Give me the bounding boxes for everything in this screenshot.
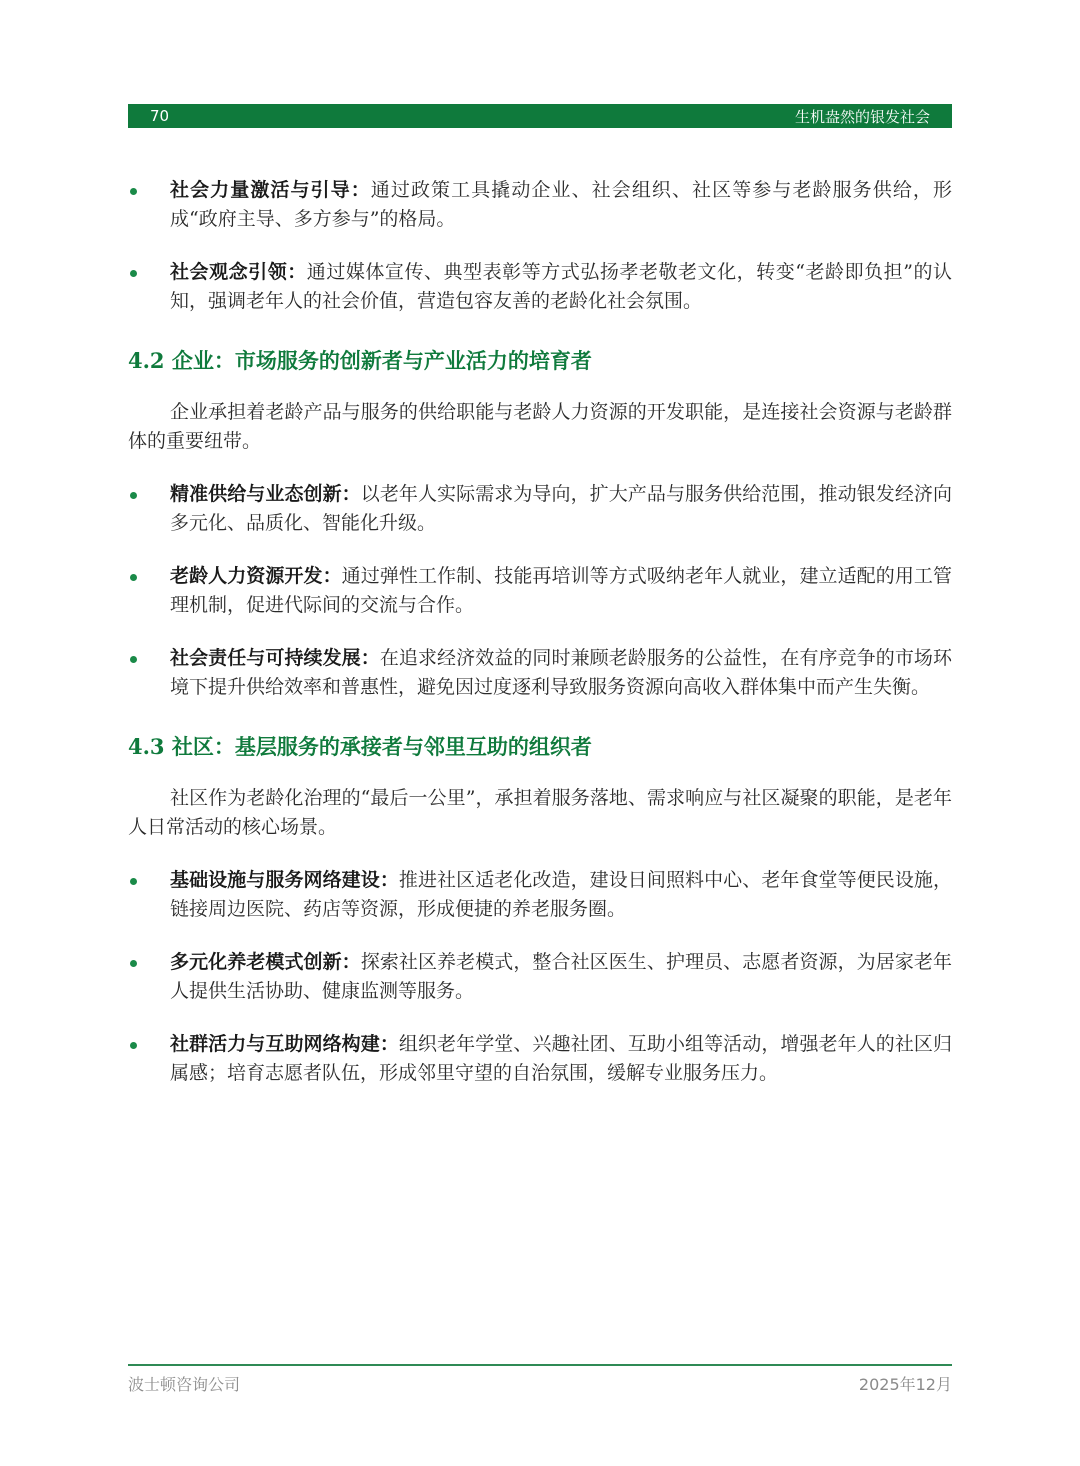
bullet-icon <box>130 188 137 195</box>
bullet-term: 多元化养老模式创新： <box>170 951 361 973</box>
bullet-icon <box>130 878 137 885</box>
list-item <box>128 948 952 1006</box>
bullet-icon <box>130 656 137 663</box>
section-heading-4-2: 4.2 企业：市场服务的创新者与产业活力的培育者 <box>128 348 592 373</box>
bullet-term: 老龄人力资源开发： <box>170 565 342 587</box>
page-number: 70 <box>150 107 170 125</box>
bullet-icon <box>130 492 137 499</box>
bullet-text: 推进社区适老化改造，建设日间照料中心、老年食堂等便民设施，链接周边医院、药店等资源，形成便捷的养老服务圈。 <box>170 869 952 920</box>
bullet-term: 社群活力与互助网络构建： <box>170 1033 399 1055</box>
bullet-term: 社会力量激活与引导： <box>170 179 371 201</box>
list-item <box>128 480 952 538</box>
bullet-list-4-3 <box>128 866 952 1088</box>
bullet-text: 通过政策工具撬动企业、社会组织、社区等参与老龄服务供给，形成“政府主导、多方参与”的格局。 <box>170 179 952 230</box>
top-bullet-list <box>128 176 952 316</box>
bullet-text: 在追求经济效益的同时兼顾老龄服务的公益性，在有序竞争的市场环境下提升供给效率和普惠性，避免因过度逐利导致服务资源向高收入群体集中而产生失衡。 <box>170 647 952 698</box>
bullet-icon <box>130 960 137 967</box>
list-item <box>128 1030 952 1088</box>
bullet-term: 社会观念引领： <box>170 261 307 283</box>
section-heading-4-3: 4.3 社区：基层服务的承接者与邻里互助的组织者 <box>128 734 592 759</box>
footer-date: 2025年12月 <box>858 1375 952 1394</box>
bullet-icon <box>130 574 137 581</box>
bullet-term: 基础设施与服务网络建设： <box>170 869 399 891</box>
bullet-list-4-2 <box>128 480 952 702</box>
list-item <box>128 644 952 702</box>
page-header-bar <box>128 104 952 128</box>
bullet-text: 组织老年学堂、兴趣社团、互助小组等活动，增强老年人的社区归属感；培育志愿者队伍，形成邻里守望的自治氛围，缓解专业服务压力。 <box>170 1033 952 1084</box>
section-intro-4-3: 社区作为老龄化治理的“最后一公里”，承担着服务落地、需求响应与社区凝聚的职能，是老年人日常活动的核心场景。 <box>128 787 952 838</box>
list-item <box>128 562 952 620</box>
bullet-text: 探索社区养老模式，整合社区医生、护理员、志愿者资源，为居家老年人提供生活协助、健康监测等服务。 <box>170 951 952 1002</box>
bullet-term: 社会责任与可持续发展： <box>170 647 380 669</box>
bullet-text: 通过媒体宣传、典型表彰等方式弘扬孝老敬老文化，转变“老龄即负担”的认知，强调老年人的社会价值，营造包容友善的老龄化社会氛围。 <box>170 261 952 312</box>
list-item <box>128 258 952 316</box>
bullet-text: 通过弹性工作制、技能再培训等方式吸纳老年人就业，建立适配的用工管理机制，促进代际间的交流与合作。 <box>170 565 952 616</box>
footer-company: 波士顿咨询公司 <box>128 1375 241 1394</box>
footer-divider <box>128 1364 952 1366</box>
page-footer <box>128 1372 952 1395</box>
section-intro-4-2: 企业承担着老龄产品与服务的供给职能与老龄人力资源的开发职能，是连接社会资源与老龄群体的重要纽带。 <box>128 401 952 452</box>
bullet-term: 精准供给与业态创新： <box>170 483 361 505</box>
page-content <box>128 176 952 1112</box>
list-item <box>128 176 952 234</box>
running-title: 生机盎然的银发社会 <box>794 107 930 126</box>
bullet-icon <box>130 270 137 277</box>
bullet-icon <box>130 1042 137 1049</box>
bullet-text: 以老年人实际需求为导向，扩大产品与服务供给范围，推动银发经济向多元化、品质化、智能化升级。 <box>170 483 952 534</box>
list-item <box>128 866 952 924</box>
